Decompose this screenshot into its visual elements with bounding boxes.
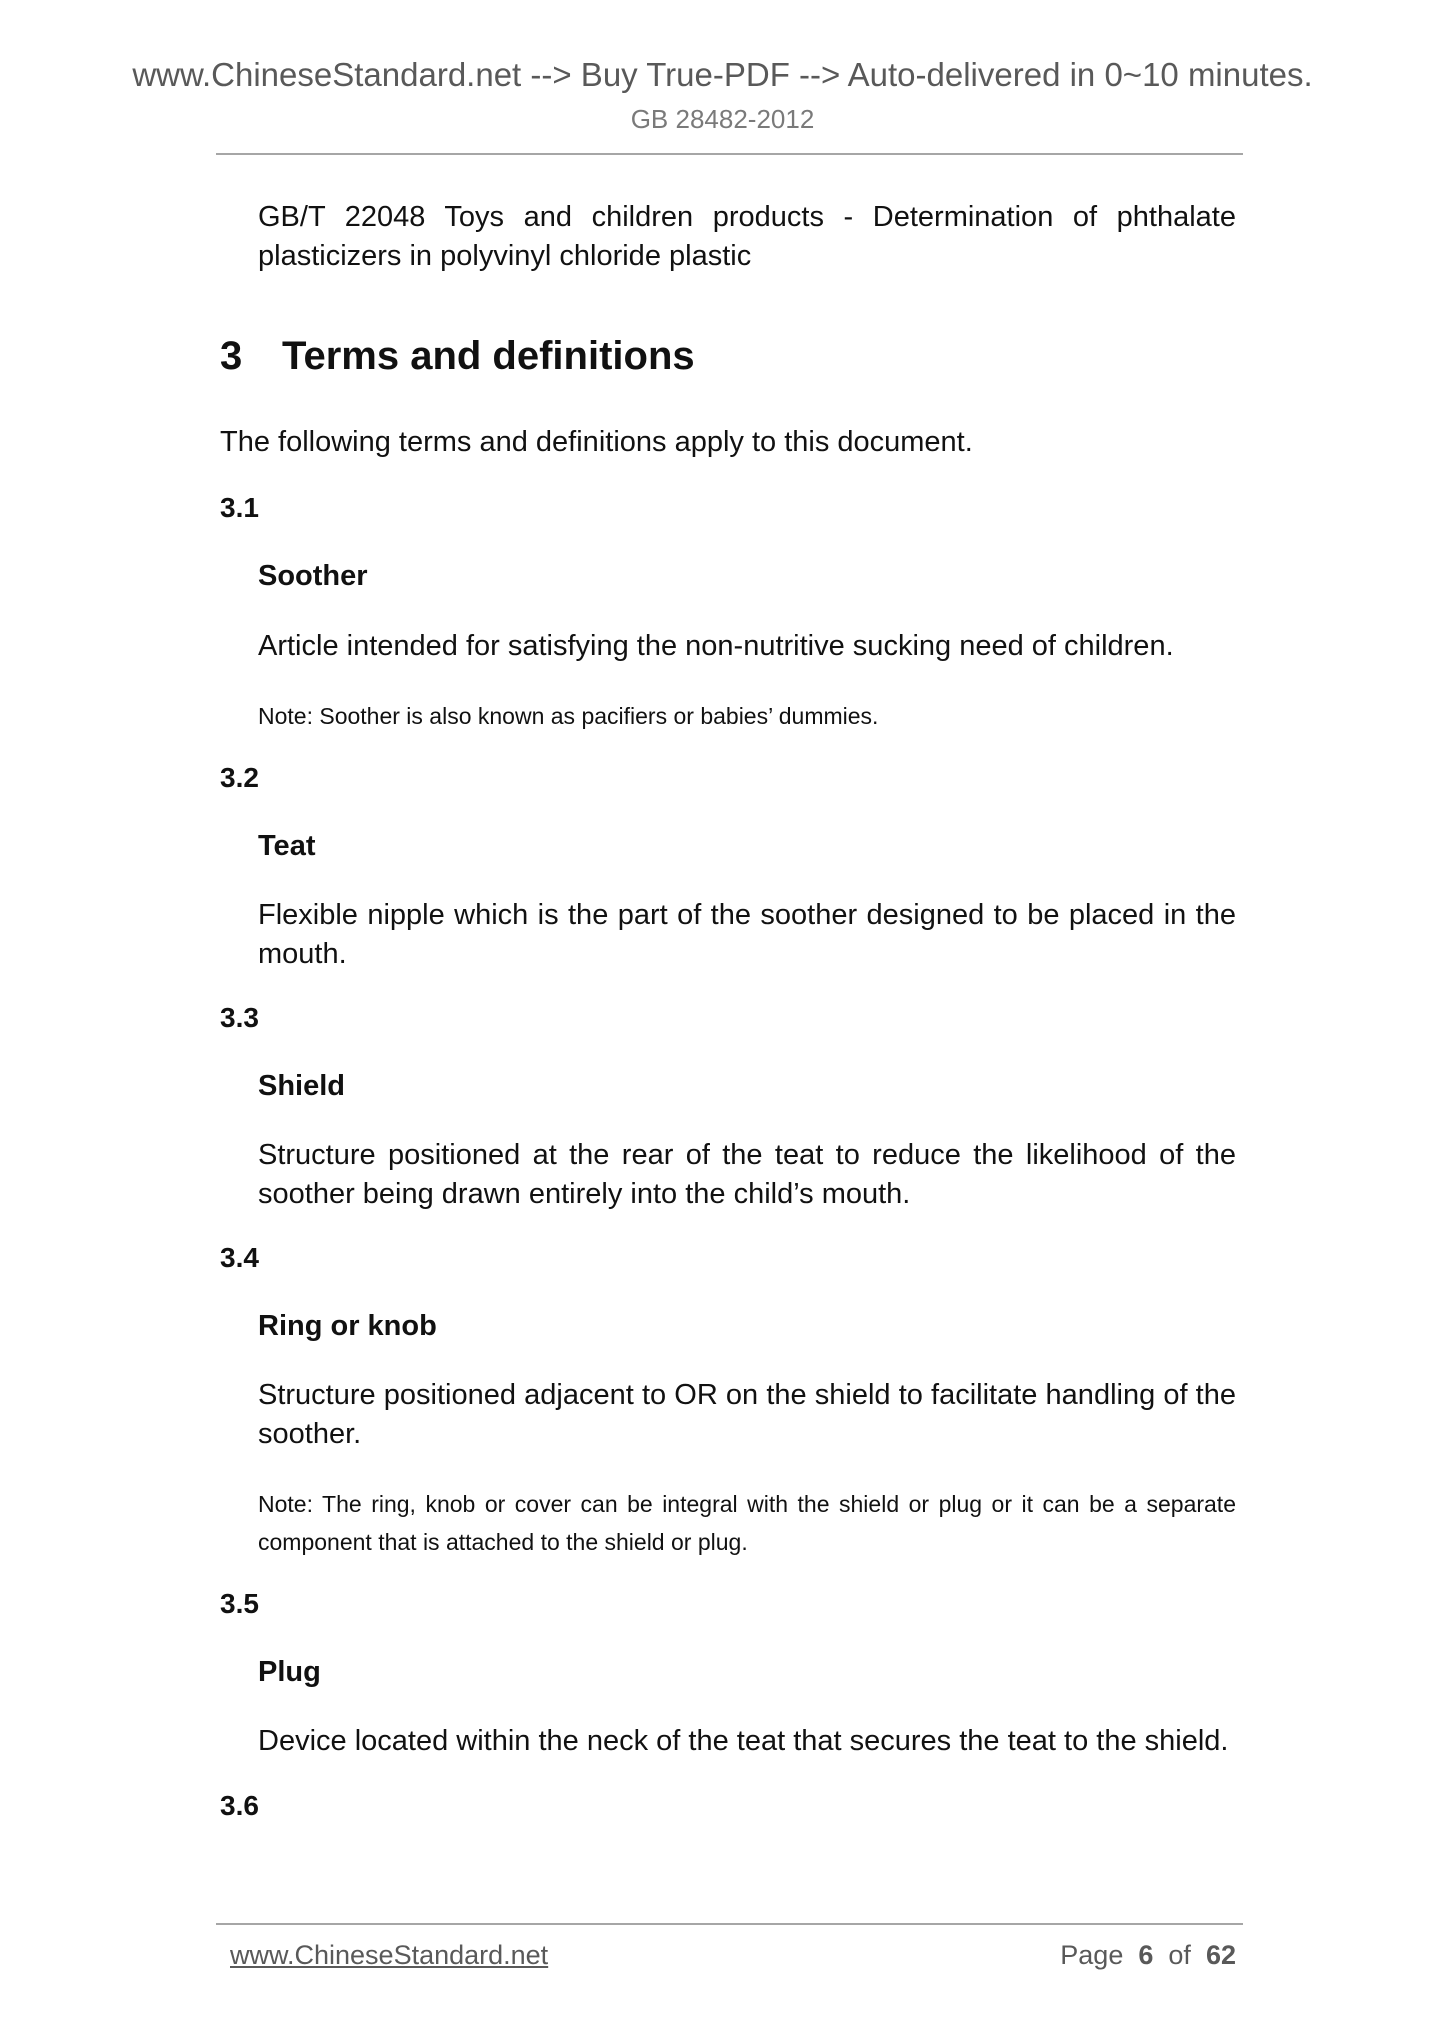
term-plug: Plug (258, 1656, 321, 1688)
header-banner: www.ChineseStandard.net --> Buy True-PDF --> Auto-delivered in 0~10 minutes. (132, 56, 1313, 93)
definition-teat: Flexible nipple which is the part of the soother designed to be placed in the mouth. (258, 899, 1236, 970)
footer-website-link[interactable]: www.ChineseStandard.net (230, 1940, 549, 1970)
section-title: Terms and definitions (282, 334, 695, 378)
page-label: Page (1060, 1940, 1124, 1970)
section-intro: The following terms and definitions apply to this document. (220, 426, 973, 458)
definition-ring-or-knob: Structure positioned adjacent to OR on the shield to facilitate handling of the soother. (258, 1379, 1236, 1450)
clause-number: 3.1 (220, 492, 259, 523)
term-shield: Shield (258, 1070, 346, 1102)
section-number: 3 (220, 334, 243, 378)
standard-code: GB 28482-2012 (630, 104, 815, 134)
section-heading (220, 334, 695, 379)
normative-reference: GB/T 22048 Toys and children products - Determination of phthalate plasticizers in polyvinyl chloride plastic (258, 201, 1236, 272)
clause-number: 3.3 (220, 1002, 259, 1033)
clause-number: 3.6 (220, 1790, 259, 1821)
definition-shield: Structure positioned at the rear of the teat to reduce the likelihood of the soother being drawn entirely into the child’s mouth. (258, 1139, 1236, 1210)
term-teat: Teat (258, 830, 316, 862)
term-soother: Soother (258, 560, 368, 592)
definition-soother: Article intended for satisfying the non-nutritive sucking need of children. (258, 630, 1174, 662)
note-ring-or-knob: Note: The ring, knob or cover can be integral with the shield or plug or it can be a separate component that is attached to the shield or plug. (258, 1491, 1236, 1555)
page-total: 62 (1205, 1940, 1236, 1970)
footer-divider (216, 1923, 1243, 1925)
header-divider (216, 153, 1243, 155)
clause-number: 3.2 (220, 762, 259, 793)
clause-number: 3.5 (220, 1588, 259, 1619)
definition-plug: Device located within the neck of the teat that secures the teat to the shield. (258, 1725, 1229, 1757)
page-indicator (1060, 1940, 1236, 1971)
page-of-label: of (1168, 1940, 1191, 1970)
clause-number: 3.4 (220, 1242, 259, 1273)
term-ring-or-knob: Ring or knob (258, 1310, 437, 1342)
note-soother: Note: Soother is also known as pacifiers or babies’ dummies. (258, 703, 879, 729)
page-number: 6 (1138, 1940, 1154, 1970)
